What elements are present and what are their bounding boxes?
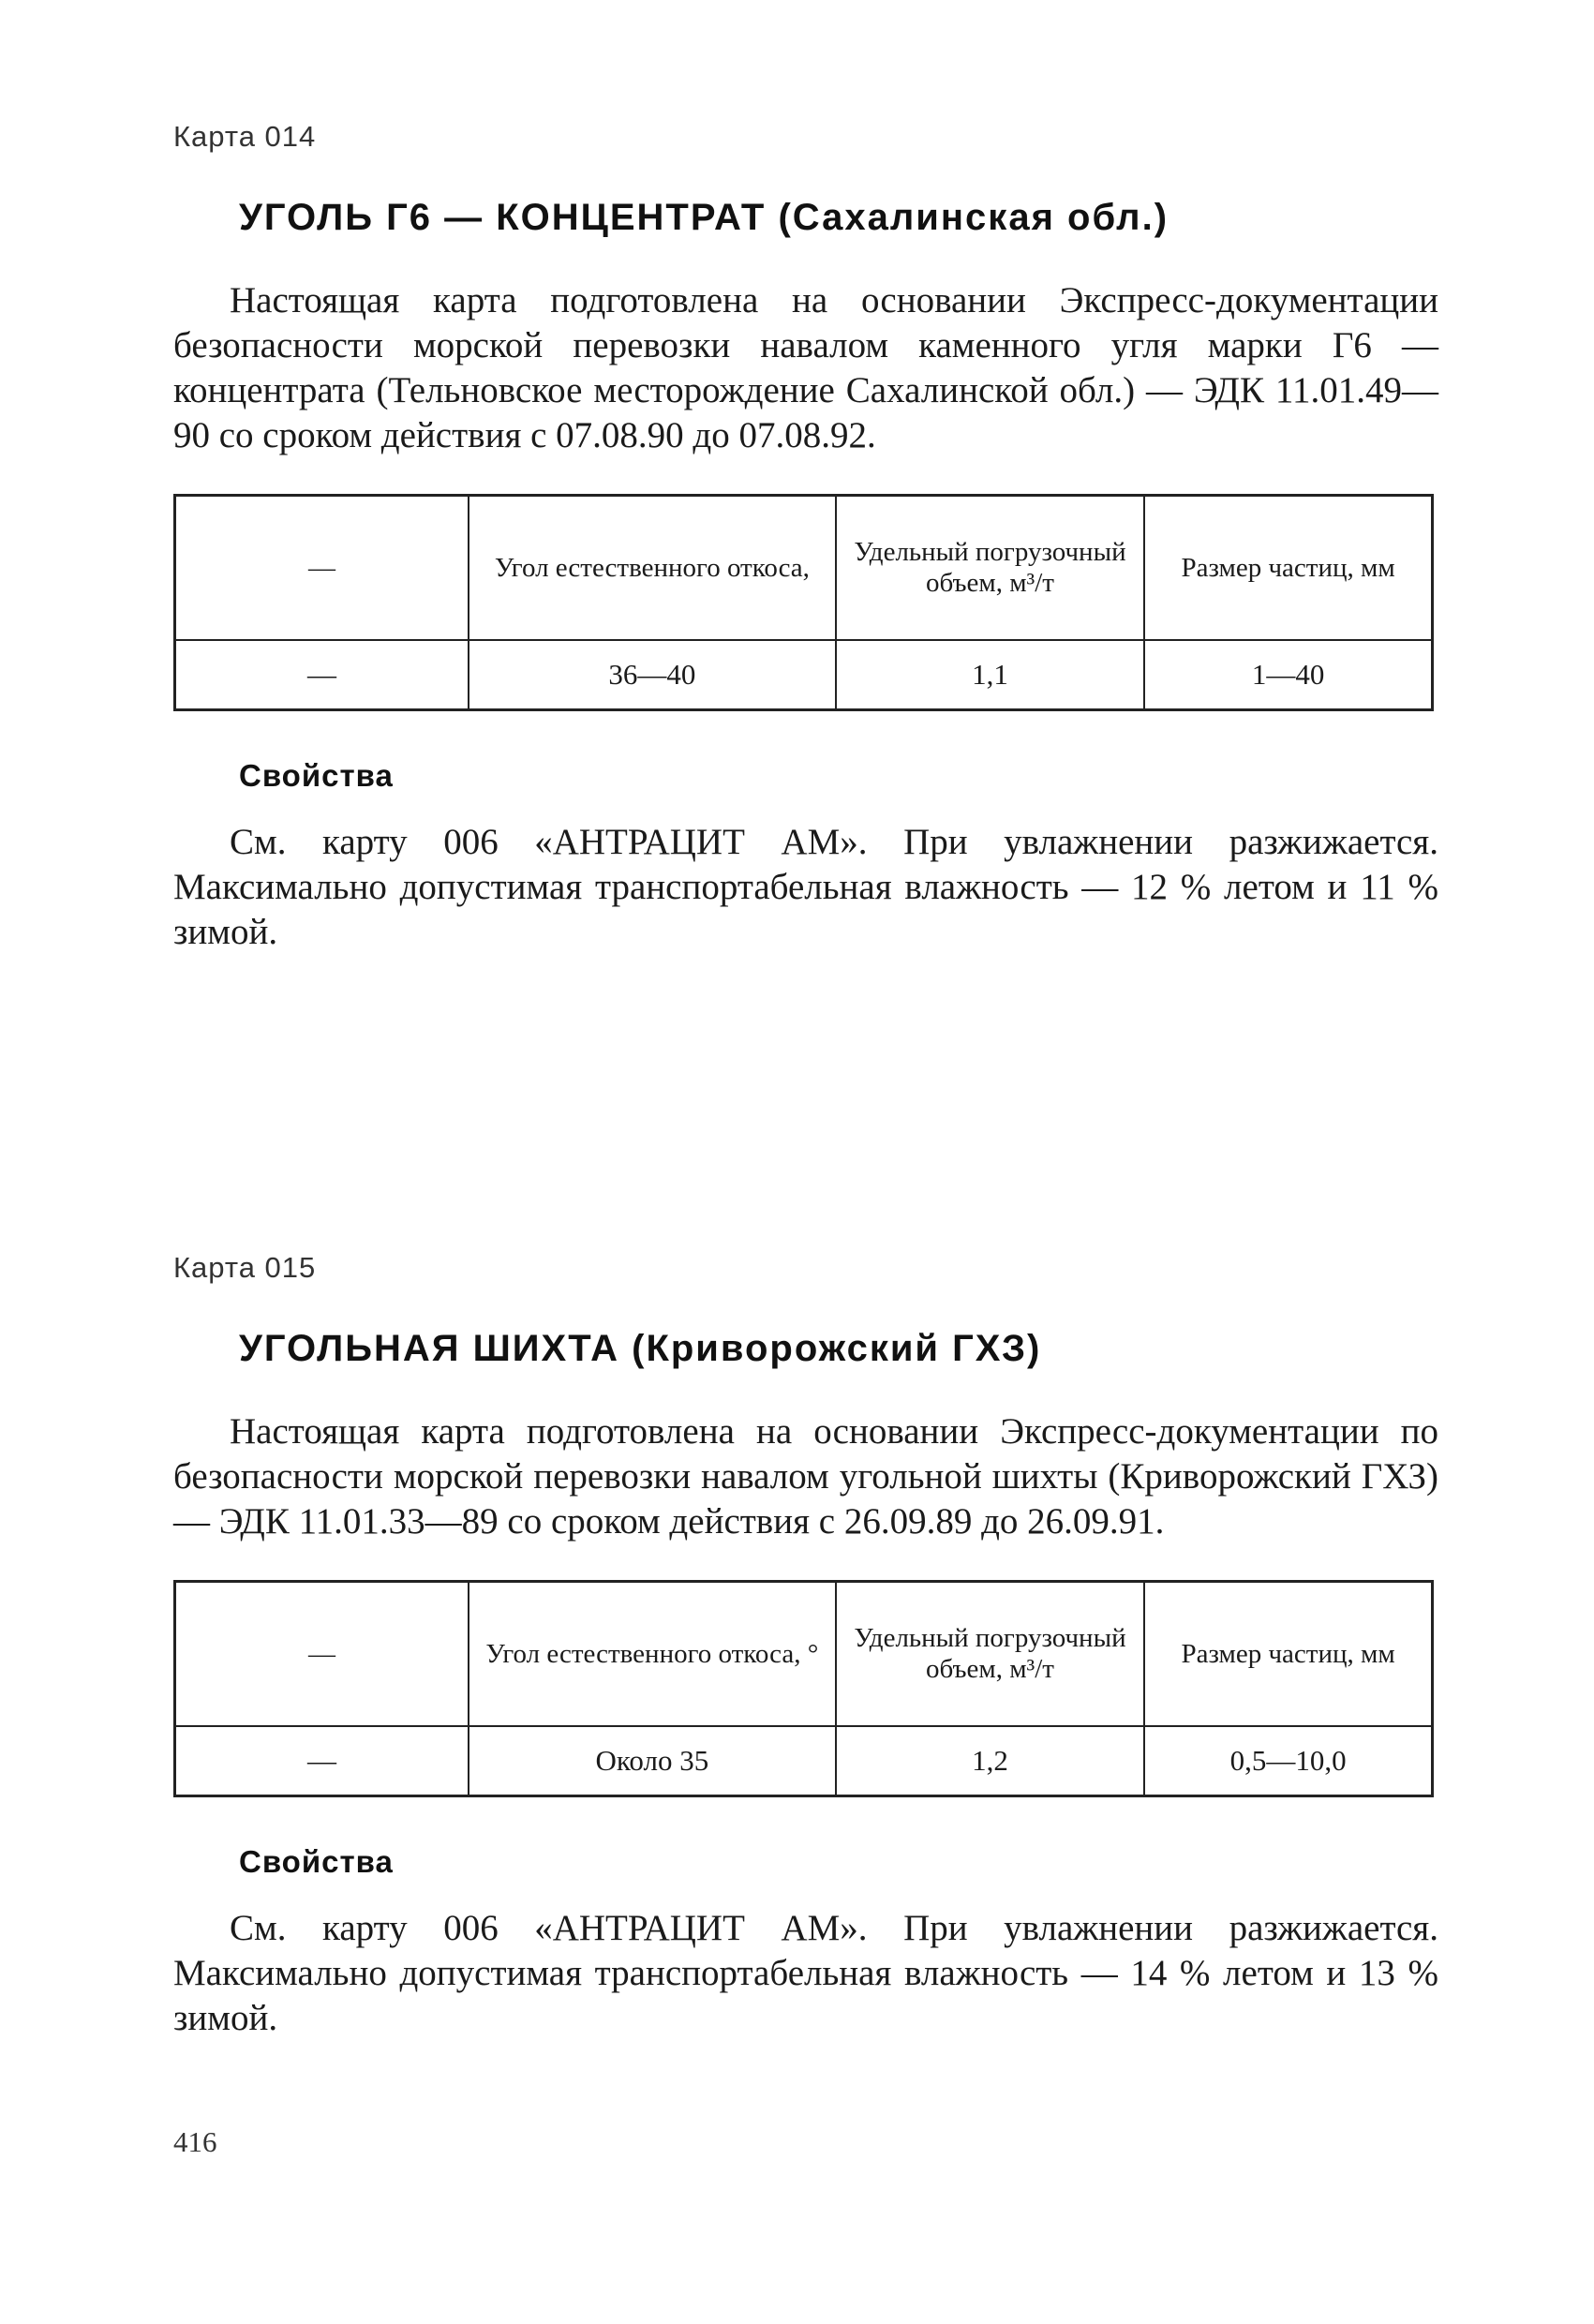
table-header-cell: Удельный погрузочный объем, м³/т: [836, 1582, 1144, 1727]
table-header-row: [175, 496, 1433, 641]
card-label: Карта 014: [173, 120, 317, 153]
properties-text: См. карту 006 «АНТРАЦИТ АМ». При увлажнении разжижается. Максимально допустимая транспортабельная влажность — 14 % летом и 13 % зимой.: [173, 1908, 1438, 2038]
table-header-cell: Размер частиц, мм: [1144, 496, 1432, 641]
properties-heading: Свойства: [239, 1844, 394, 1879]
table-header-cell: Удельный погрузочный объем, м³/т: [836, 496, 1144, 641]
card-title: УГОЛЬ Г6 — КОНЦЕНТРАТ (Сахалинская обл.): [239, 197, 1169, 238]
properties-table: [173, 494, 1434, 711]
table-header-cell: —: [308, 1638, 335, 1669]
table-header-cell: Угол естественного откоса, °: [469, 1582, 836, 1727]
intro-paragraph: Настоящая карта подготовлена на основании Экспресс-документации по безопасности морской перевозки навалом угольной шихты (Криворожский ГХЗ) — ЭДК 11.01.33—89 со сроком действия с 26.09.89 до 26.09.91.: [173, 1411, 1438, 1542]
page-number: 416: [173, 2125, 217, 2158]
table-row: [175, 640, 1433, 710]
table-cell: —: [175, 1726, 469, 1796]
table-cell: 1,1: [836, 640, 1144, 710]
table-cell: Около 35: [469, 1726, 836, 1796]
card-title: УГОЛЬНАЯ ШИХТА (Криворожский ГХЗ): [239, 1328, 1042, 1369]
card-label: Карта 015: [173, 1251, 317, 1284]
properties-table: [173, 1580, 1434, 1797]
table-header-cell: —: [308, 552, 335, 583]
table-header-cell: Размер частиц, мм: [1144, 1582, 1432, 1727]
table-header-row: [175, 1582, 1433, 1727]
table-cell: 1,2: [836, 1726, 1144, 1796]
table-cell: —: [175, 640, 469, 710]
intro-paragraph: Настоящая карта подготовлена на основании Экспресс-документации безопасности морской перевозки навалом каменного угля марки Г6 — концентрата (Тельновское месторождение Сахалинской обл.) — ЭДК 11.01.49—90 со сроком действия с 07.08.90 до 07.08.92.: [173, 280, 1438, 455]
card-014: [173, 120, 1438, 955]
card-015: [173, 1251, 1438, 2041]
table-cell: 36—40: [469, 640, 836, 710]
properties-text: См. карту 006 «АНТРАЦИТ АМ». При увлажнении разжижается. Максимально допустимая транспортабельная влажность — 12 % летом и 11 % зимой.: [173, 822, 1438, 952]
table-cell: 0,5—10,0: [1144, 1726, 1432, 1796]
table-cell: 1—40: [1144, 640, 1432, 710]
table-row: [175, 1726, 1433, 1796]
table-header-cell: Угол естественного откоса,: [469, 496, 836, 641]
properties-heading: Свойства: [239, 758, 394, 793]
